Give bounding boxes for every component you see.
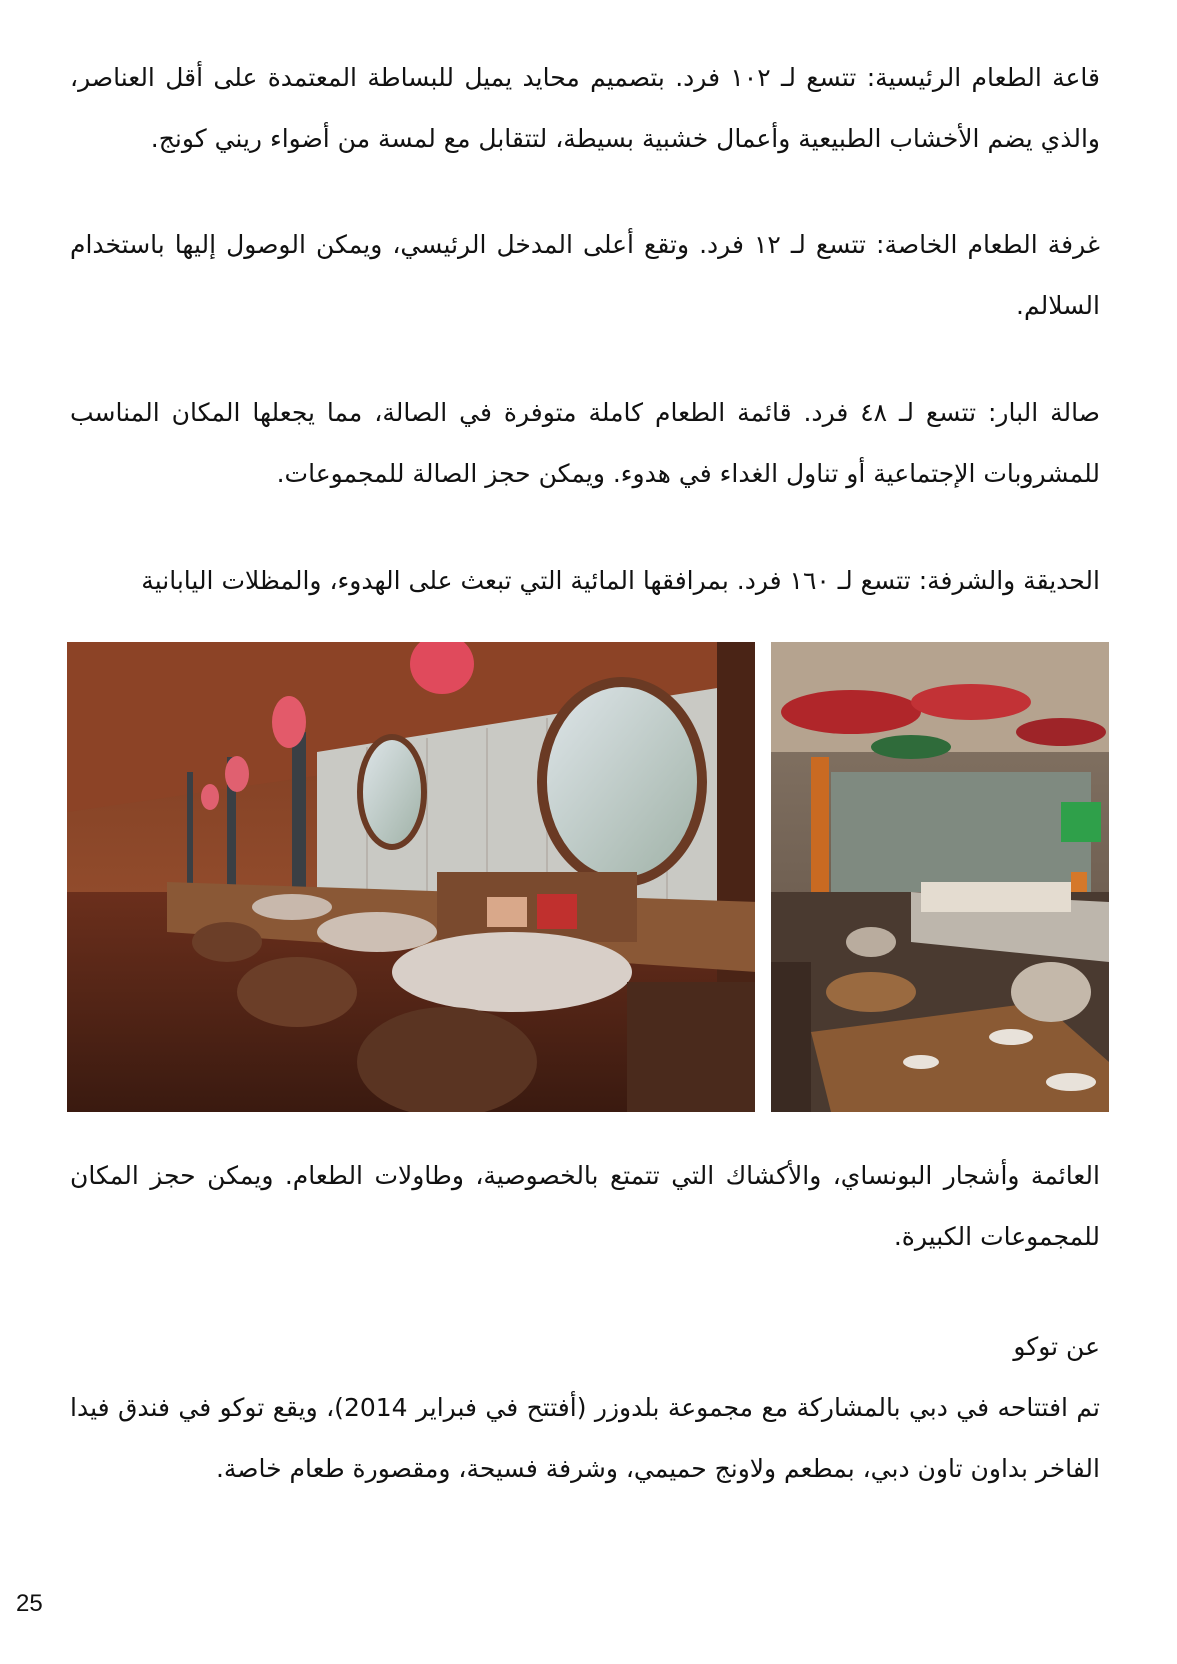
main-hall-paragraph: قاعة الطعام الرئيسية: تتسع لـ ١٠٢ فرد. بتصميم محايد يميل للبساطة المعتمدة على أقل العناصر، والذي يضم الأخشاب الطبيعية وأعمال خشبية بسيطة، لتتقابل مع لمسة من أضواء ريني كونج. — [70, 63, 1100, 153]
page-number: 25 — [16, 1590, 43, 1617]
lounge-photo — [771, 642, 1109, 1112]
private-room-paragraph: غرفة الطعام الخاصة: تتسع لـ ١٢ فرد. وتقع أعلى المدخل الرئيسي، ويمكن الوصول إليها باستخدام السلالم. — [70, 230, 1100, 320]
about-paragraph: تم افتتاحه في دبي بالمشاركة مع مجموعة بلدوزر (أفتتح في فبراير 2014)، ويقع توكو في فندق فيدا الفاخر بداون تاون دبي، بمطعم ولاونج حميمي، وشرفة فسيحة، ومقصورة طعام خاصة. — [70, 1393, 1100, 1483]
bar-lounge-paragraph: صالة البار: تتسع لـ ٤٨ فرد. قائمة الطعام كاملة متوفرة في الصالة، مما يجعلها المكان المناسب للمشروبات الإجتماعية أو تناول الغداء في هدوء. ويمكن حجز الصالة للمجموعات. — [70, 398, 1100, 488]
garden-terrace-paragraph-start: الحديقة والشرفة: تتسع لـ ١٦٠ فرد. بمرافقها المائية التي تبعث على الهدوء، والمظلات اليابانية — [141, 566, 1100, 595]
about-heading: عن توكو — [1013, 1332, 1100, 1361]
garden-terrace-paragraph-end: العائمة وأشجار البونساي، والأكشاك التي تتمتع بالخصوصية، وطاولات الطعام. ويمكن حجز المكان للمجموعات الكبيرة. — [70, 1161, 1100, 1251]
dining-hall-photo — [67, 642, 755, 1112]
